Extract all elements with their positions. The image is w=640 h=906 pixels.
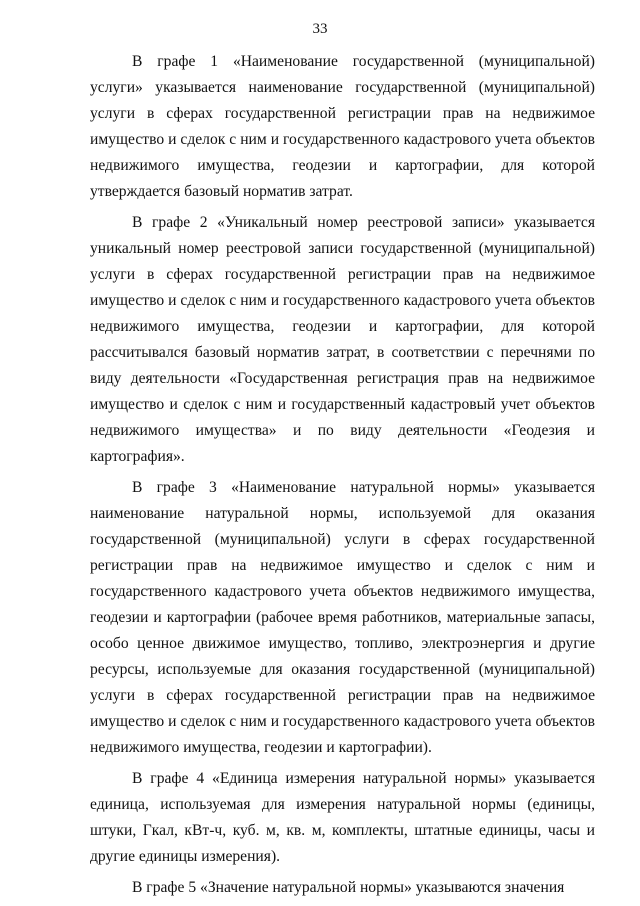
paragraph-column-2: В графе 2 «Уникальный номер реестровой записи» указывается уникальный номер реестровой записи государственной (муниципальной) услуги в сферах государственной регистрации прав на недвижимое имущество и сделок с ним и государственного кадастрового учета объектов недвижимого имущества, геодезии и картографии, для которой рассчитывался базовый норматив затрат, в соответствии с перечнями по виду деятельности «Государственная регистрация прав на недвижимое имущество и сделок с ним и государственный кадастровый учет объектов недвижимого имущества» и по виду деятельности «Геодезия и картография». [90, 214, 595, 465]
page-number: 33 [312, 21, 328, 37]
document-body [90, 49, 595, 906]
paragraph-column-1: В графе 1 «Наименование государственной (муниципальной) услуги» указывается наименование государственной (муниципальной) услуги в сферах государственной регистрации прав на недвижимое имущество и сделок с ним и государственного кадастрового учета объектов недвижимого имущества, геодезии и картографии, для которой утверждается базовый норматив затрат. [90, 53, 595, 200]
paragraph-column-5: В графе 5 «Значение натуральной нормы» указываются значения [132, 879, 565, 896]
paragraph-column-4: В графе 4 «Единица измерения натуральной нормы» указывается единица, используемая для измерения натуральной нормы (единицы, штуки, Гкал, кВт-ч, куб. м, кв. м, комплекты, штатные единицы, часы и другие единицы измерения). [90, 770, 595, 865]
paragraph-column-3: В графе 3 «Наименование натуральной нормы» указывается наименование натуральной нормы, используемой для оказания государственной (муниципальной) услуги в сферах государственной регистрации прав на недвижимое имущество и сделок с ним и государственного кадастрового учета объектов недвижимого имущества, геодезии и картографии (рабочее время работников, материальные запасы, особо ценное движимое имущество, топливо, электроэнергия и другие ресурсы, используемые для оказания государственной (муниципальной) услуги в сферах государственной регистрации прав на недвижимое имущество и сделок с ним и государственного кадастрового учета объектов недвижимого имущества, геодезии и картографии). [90, 479, 595, 756]
